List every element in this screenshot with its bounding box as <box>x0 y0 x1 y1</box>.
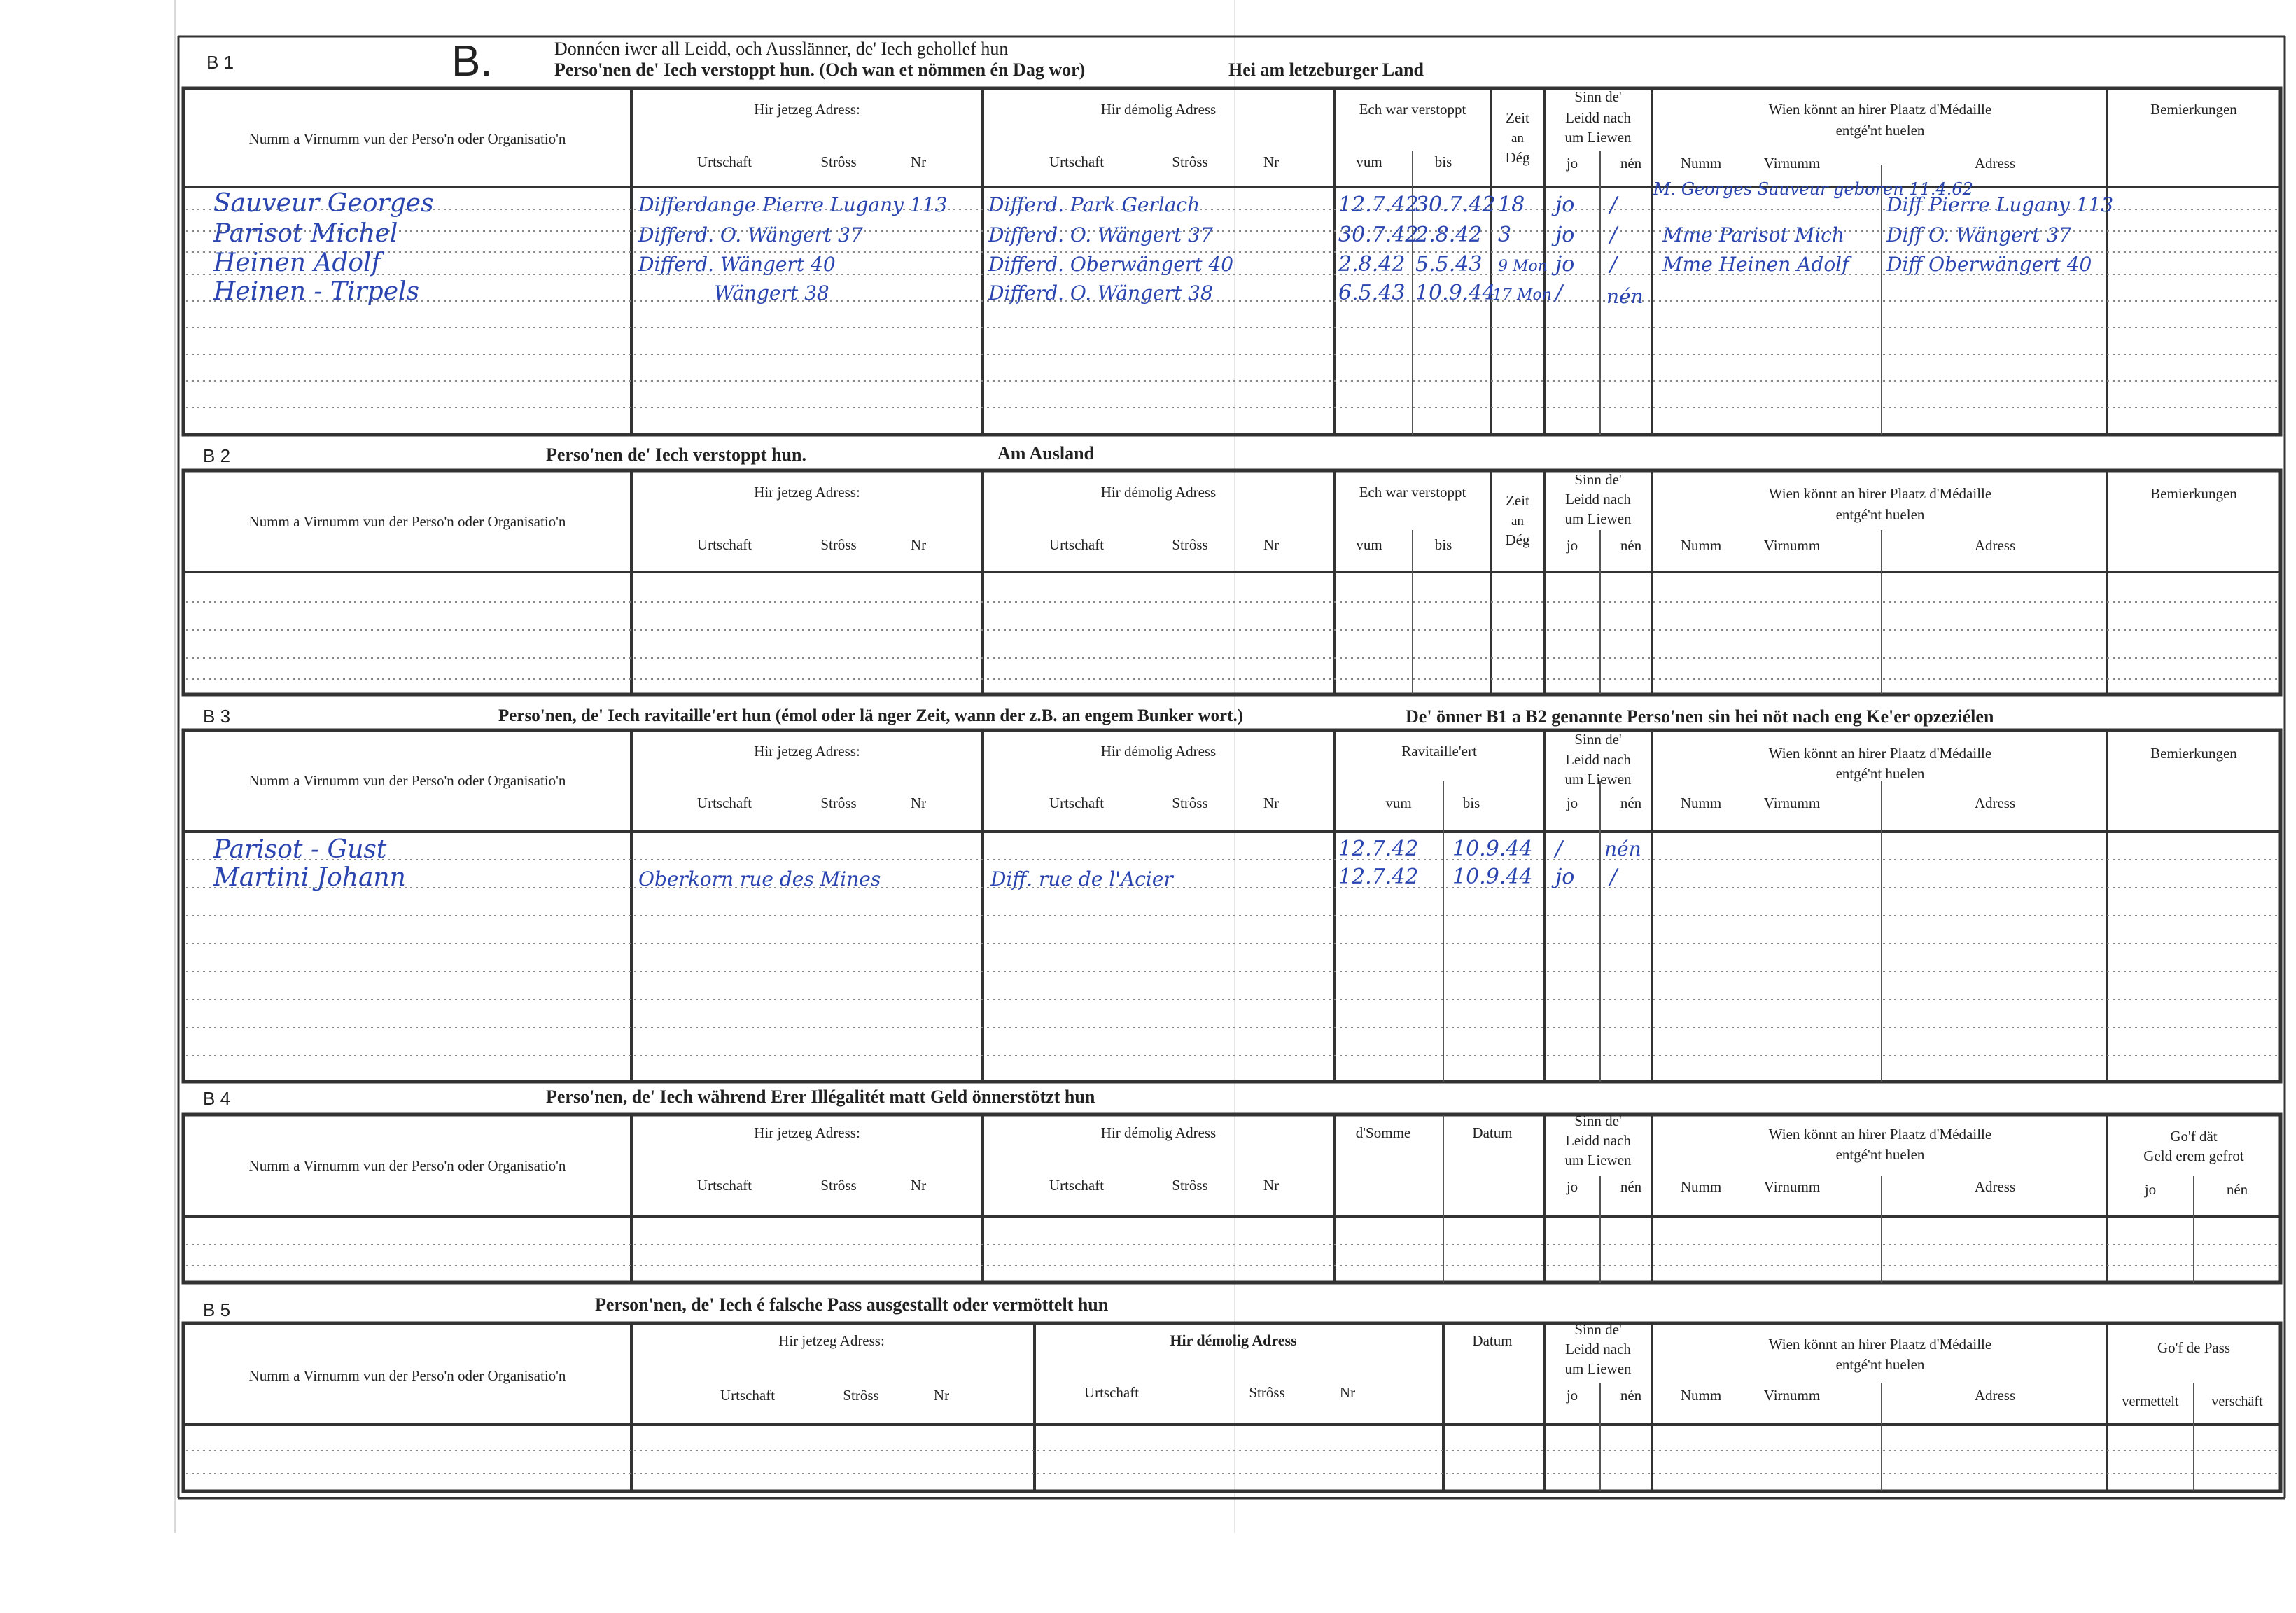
svg-text:Leidd nach: Leidd nach <box>1565 1132 1631 1149</box>
svg-text:Differd. Wängert 40: Differd. Wängert 40 <box>638 253 836 276</box>
svg-text:entgé'nt huelen: entgé'nt huelen <box>1835 1146 1925 1163</box>
svg-text:Hir démolig Adress: Hir démolig Adress <box>1100 743 1217 760</box>
section-title: Person'nen, de' Iech é falsche Pass ausgestallt oder vermöttelt hun <box>595 1294 1109 1315</box>
col-medal-name-header: Numm <box>1680 155 1722 172</box>
svg-text:/: / <box>1610 193 1618 217</box>
svg-text:Diff Oberwängert 40: Diff Oberwängert 40 <box>1886 253 2092 276</box>
svg-text:Urtschaft: Urtschaft <box>696 536 752 553</box>
svg-text:entgé'nt huelen: entgé'nt huelen <box>1835 506 1925 523</box>
section-subtitle: De' önner B1 a B2 genannte Perso'nen sin hei nöt nach eng Ke'er opzeziélen <box>1406 706 1994 727</box>
svg-text:10.9.44: 10.9.44 <box>1452 837 1533 861</box>
col-date-header: Datum <box>1472 1332 1513 1349</box>
svg-text:Nr: Nr <box>910 795 927 811</box>
svg-text:30.7.42: 30.7.42 <box>1415 193 1496 217</box>
col-current-address-header: Hir jetzeg Adress: <box>754 101 860 118</box>
svg-text:Nr: Nr <box>1263 1177 1280 1194</box>
col-remarks-header: Bemierkungen <box>2150 745 2237 762</box>
svg-text:18: 18 <box>1498 193 1525 217</box>
svg-text:Wien könnt an hirer Plaatz d'M: Wien könnt an hirer Plaatz d'Médaille <box>1768 485 1992 502</box>
svg-text:Adress: Adress <box>1974 795 2016 811</box>
svg-text:/: / <box>1555 281 1563 305</box>
svg-text:bis: bis <box>1434 536 1452 553</box>
col-procured-header: verschäft <box>2211 1394 2263 1409</box>
svg-text:2.8.42: 2.8.42 <box>1415 223 1483 247</box>
svg-text:Strôss: Strôss <box>820 1177 857 1194</box>
svg-text:Nr: Nr <box>910 1177 927 1194</box>
svg-text:Virnumm: Virnumm <box>1763 795 1821 811</box>
svg-text:Differd. O. Wängert 37: Differd. O. Wängert 37 <box>638 223 863 246</box>
person-name: Parisot - Gust <box>214 835 387 864</box>
person-name: Parisot Michel <box>214 219 398 248</box>
svg-text:jo: jo <box>2144 1181 2157 1198</box>
svg-text:Differd. O. Wängert 37: Differd. O. Wängert 37 <box>988 223 1213 246</box>
col-town-header: Urtschaft <box>696 153 752 170</box>
col-former-address-header: Hir démolig Adress <box>1100 101 1217 118</box>
svg-text:Virnumm: Virnumm <box>1763 1387 1821 1404</box>
svg-text:entgé'nt huelen: entgé'nt huelen <box>1835 765 1925 782</box>
svg-text:2.8.42: 2.8.42 <box>1338 252 1406 277</box>
person-name: Martini Johann <box>214 863 406 892</box>
svg-text:Virnumm: Virnumm <box>1763 1178 1821 1195</box>
svg-text:Wängert 38: Wängert 38 <box>714 281 830 305</box>
svg-text:entgé'nt huelen: entgé'nt huelen <box>1835 122 1925 139</box>
section-code: B 2 <box>203 445 231 466</box>
svg-text:Urtschaft: Urtschaft <box>696 795 752 811</box>
svg-text:jo: jo <box>1566 1387 1578 1404</box>
svg-text:Hir démolig Adress: Hir démolig Adress <box>1170 1332 1297 1349</box>
svg-text:17 Mon: 17 Mon <box>1492 286 1552 304</box>
svg-text:Nr: Nr <box>910 536 927 553</box>
svg-text:Dég: Dég <box>1505 149 1530 166</box>
col-name-header: Numm a Virnumm vun der Perso'n oder Organisatio'n <box>248 513 566 530</box>
col-until-header: bis <box>1434 153 1452 170</box>
svg-text:Nr: Nr <box>1339 1384 1356 1401</box>
svg-text:entgé'nt huelen: entgé'nt huelen <box>1835 1356 1925 1373</box>
col-remarks-header: Bemierkungen <box>2150 485 2237 502</box>
svg-text:jo: jo <box>1566 537 1578 554</box>
col-street-header: Strôss <box>1172 153 1208 170</box>
svg-text:10.9.44: 10.9.44 <box>1452 865 1533 889</box>
svg-text:Diff Pierre Lugany 113: Diff Pierre Lugany 113 <box>1886 193 2114 216</box>
svg-text:Differdange Pierre Lugany 113: Differdange Pierre Lugany 113 <box>638 193 948 216</box>
svg-text:Differd. Park Gerlach: Differd. Park Gerlach <box>988 193 1200 216</box>
svg-text:Diff. rue de l'Acier: Diff. rue de l'Acier <box>990 867 1173 891</box>
svg-text:jo: jo <box>1566 1178 1578 1195</box>
svg-text:Numm: Numm <box>1680 795 1722 811</box>
svg-text:3: 3 <box>1498 223 1512 247</box>
svg-text:Differd. O. Wängert 38: Differd. O. Wängert 38 <box>988 281 1213 305</box>
col-alive-header: Sinn de' <box>1574 88 1622 105</box>
svg-text:Adress: Adress <box>1974 537 2016 554</box>
section-title: Donnéen iwer all Leidd, och Ausslänner, de' Iech gehollef hun <box>554 39 1009 59</box>
svg-text:an: an <box>1511 131 1524 146</box>
col-street-header: Strôss <box>820 153 857 170</box>
col-yes-header: jo <box>1566 155 1578 172</box>
svg-text:vum: vum <box>1356 536 1382 553</box>
svg-text:Strôss: Strôss <box>1249 1384 1285 1401</box>
svg-text:Adress: Adress <box>1974 1178 2016 1195</box>
svg-text:M. Georges Sauveur geboren 11.: M. Georges Sauveur geboren 11.4.62 <box>1653 179 1973 199</box>
svg-text:Nr: Nr <box>1263 795 1280 811</box>
svg-text:jo: jo <box>1566 795 1578 811</box>
svg-text:nén: nén <box>1620 1178 1642 1195</box>
col-supplied-header: Ravitaille'ert <box>1401 743 1477 760</box>
svg-text:Urtschaft: Urtschaft <box>1049 795 1105 811</box>
svg-text:Ech war verstoppt: Ech war verstoppt <box>1359 484 1466 501</box>
section-subtitle: Perso'nen de' Iech verstoppt hun. (Och wan et nömmen én Dag wor) <box>554 60 1086 80</box>
col-date-header: Datum <box>1472 1124 1513 1141</box>
svg-text:jo: jo <box>1555 252 1575 277</box>
section-title: Perso'nen, de' Iech während Erer Illégalitét matt Geld önnerstötzt hun <box>546 1087 1096 1107</box>
svg-text:/: / <box>1555 837 1563 861</box>
svg-text:Hir démolig Adress: Hir démolig Adress <box>1100 484 1217 501</box>
person-name: Heinen - Tirpels <box>214 277 420 306</box>
section-title: Perso'nen, de' Iech ravitaille'ert hun (émol oder lä nger Zeit, wann der z.B. an engem Bunker wort.) <box>498 706 1244 725</box>
svg-text:5.5.43: 5.5.43 <box>1415 252 1483 277</box>
svg-text:Mme Parisot Mich: Mme Parisot Mich <box>1662 223 1845 246</box>
col-remarks-header: Bemierkungen <box>2150 101 2237 118</box>
svg-text:Hir jetzeg Adress:: Hir jetzeg Adress: <box>754 484 860 501</box>
col-no-header: nén <box>1620 155 1642 172</box>
col-name-header: Numm a Virnumm vun der Perso'n oder Organisatio'n <box>248 1367 566 1384</box>
col-passport-header: Go'f de Pass <box>2157 1339 2231 1356</box>
svg-text:um Liewen: um Liewen <box>1564 771 1632 788</box>
svg-text:Diff O. Wängert 37: Diff O. Wängert 37 <box>1886 223 2071 246</box>
svg-text:Leidd nach: Leidd nach <box>1565 751 1631 768</box>
col-name-header: Numm a Virnumm vun der Perso'n oder Organisatio'n <box>248 1157 566 1174</box>
svg-text:nén: nén <box>1620 795 1642 811</box>
section-title: Perso'nen de' Iech verstoppt hun. <box>546 445 806 465</box>
svg-text:Urtschaft: Urtschaft <box>1084 1384 1140 1401</box>
section-subtitle: Am Ausland <box>997 443 1094 463</box>
svg-text:jo: jo <box>1555 193 1575 217</box>
section-code: B 3 <box>203 706 231 727</box>
svg-text:/: / <box>1610 865 1618 889</box>
svg-text:nén: nén <box>1604 837 1642 860</box>
svg-text:Numm: Numm <box>1680 1178 1722 1195</box>
svg-text:Numm: Numm <box>1680 1387 1722 1404</box>
svg-text:Urtschaft: Urtschaft <box>696 1177 752 1194</box>
svg-text:9 Mon: 9 Mon <box>1498 258 1548 275</box>
svg-text:Urtschaft: Urtschaft <box>720 1387 776 1404</box>
svg-text:Leidd nach: Leidd nach <box>1565 1341 1631 1357</box>
svg-text:Hir démolig Adress: Hir démolig Adress <box>1100 1124 1217 1141</box>
svg-text:jo: jo <box>1555 223 1575 247</box>
svg-text:Sinn de': Sinn de' <box>1574 1321 1622 1338</box>
svg-text:bis: bis <box>1462 795 1480 811</box>
svg-text:Strôss: Strôss <box>1172 795 1208 811</box>
section-code: B 5 <box>203 1299 231 1320</box>
svg-text:6.5.43: 6.5.43 <box>1338 281 1406 305</box>
svg-text:Urtschaft: Urtschaft <box>1049 536 1105 553</box>
svg-text:Strôss: Strôss <box>820 536 857 553</box>
section-code: B 1 <box>206 52 234 73</box>
section-subtitle-2: Hei am letzeburger Land <box>1228 60 1424 80</box>
svg-text:nén: nén <box>1620 1387 1642 1404</box>
svg-text:um Liewen: um Liewen <box>1564 1360 1632 1377</box>
col-money-returned-header: Go'f dät <box>2170 1128 2218 1145</box>
section-code: B 4 <box>203 1088 231 1109</box>
svg-text:Wien könnt an hirer Plaatz d'M: Wien könnt an hirer Plaatz d'Médaille <box>1768 745 1992 762</box>
svg-text:Urtschaft: Urtschaft <box>1049 1177 1105 1194</box>
svg-text:nén: nén <box>1606 285 1644 308</box>
svg-text:Differd. Oberwängert 40: Differd. Oberwängert 40 <box>988 253 1234 276</box>
svg-text:Oberkorn rue des Mines: Oberkorn rue des Mines <box>638 867 881 891</box>
col-number-header: Nr <box>910 153 927 170</box>
col-number-header: Nr <box>1263 153 1280 170</box>
person-name: Sauveur Georges <box>214 189 434 218</box>
svg-text:Strôss: Strôss <box>1172 1177 1208 1194</box>
svg-text:an: an <box>1511 514 1524 529</box>
section-letter: B. <box>451 37 493 85</box>
col-town-header: Urtschaft <box>1049 153 1105 170</box>
svg-text:Strôss: Strôss <box>1172 536 1208 553</box>
svg-text:Sinn de': Sinn de' <box>1574 1112 1622 1129</box>
col-hidden-header: Ech war verstoppt <box>1359 101 1466 118</box>
col-medal-address-header: Adress <box>1974 155 2016 172</box>
svg-text:um Liewen: um Liewen <box>1564 1152 1632 1168</box>
svg-text:/: / <box>1610 223 1618 247</box>
col-sum-header: d'Somme <box>1355 1124 1411 1141</box>
svg-text:Geld erem gefrot: Geld erem gefrot <box>2143 1147 2244 1164</box>
col-from-header: vum <box>1356 153 1382 170</box>
svg-text:Hir jetzeg Adress:: Hir jetzeg Adress: <box>778 1332 885 1349</box>
svg-text:12.7.42: 12.7.42 <box>1338 193 1419 217</box>
svg-text:Sinn de': Sinn de' <box>1574 471 1622 488</box>
svg-text:Wien könnt an hirer Plaatz d'M: Wien könnt an hirer Plaatz d'Médaille <box>1768 1336 1992 1353</box>
svg-text:Virnumm: Virnumm <box>1763 537 1821 554</box>
svg-text:12.7.42: 12.7.42 <box>1338 865 1419 889</box>
person-name: Heinen Adolf <box>214 249 381 277</box>
svg-text:10.9.44: 10.9.44 <box>1415 281 1496 305</box>
col-time-header: Zeit <box>1506 109 1530 126</box>
col-issued-header: vermettelt <box>2122 1394 2179 1409</box>
svg-text:nén: nén <box>2226 1181 2248 1198</box>
svg-text:Mme Heinen Adolf: Mme Heinen Adolf <box>1662 253 1849 276</box>
svg-text:Zeit: Zeit <box>1506 492 1530 509</box>
col-name-header: Numm a Virnumm vun der Perso'n oder Organisatio'n <box>248 130 566 147</box>
col-medal-header: Wien könnt an hirer Plaatz d'Médaille <box>1768 101 1992 118</box>
svg-text:jo: jo <box>1555 865 1575 889</box>
svg-text:30.7.42: 30.7.42 <box>1338 223 1419 247</box>
svg-text:vum: vum <box>1385 795 1412 811</box>
svg-text:Dég: Dég <box>1505 531 1530 548</box>
svg-text:Strôss: Strôss <box>843 1387 879 1404</box>
svg-text:Hir jetzeg Adress:: Hir jetzeg Adress: <box>754 1124 860 1141</box>
col-medal-firstname-header: Virnumm <box>1763 155 1821 172</box>
svg-text:Strôss: Strôss <box>820 795 857 811</box>
svg-text:12.7.42: 12.7.42 <box>1338 837 1419 861</box>
col-name-header: Numm a Virnumm vun der Perso'n oder Organisatio'n <box>248 772 566 789</box>
svg-text:Leidd nach: Leidd nach <box>1565 491 1631 508</box>
svg-text:Nr: Nr <box>933 1387 950 1404</box>
svg-text:um Liewen: um Liewen <box>1564 129 1632 146</box>
svg-text:nén: nén <box>1620 537 1642 554</box>
svg-text:um Liewen: um Liewen <box>1564 510 1632 527</box>
svg-text:/: / <box>1610 252 1618 277</box>
svg-text:Hir jetzeg Adress:: Hir jetzeg Adress: <box>754 743 860 760</box>
svg-text:Sinn de': Sinn de' <box>1574 731 1622 748</box>
svg-text:Numm: Numm <box>1680 537 1722 554</box>
svg-text:Adress: Adress <box>1974 1387 2016 1404</box>
svg-text:Leidd nach: Leidd nach <box>1565 109 1631 126</box>
svg-text:Nr: Nr <box>1263 536 1280 553</box>
svg-text:Wien könnt an hirer Plaatz d'M: Wien könnt an hirer Plaatz d'Médaille <box>1768 1126 1992 1143</box>
